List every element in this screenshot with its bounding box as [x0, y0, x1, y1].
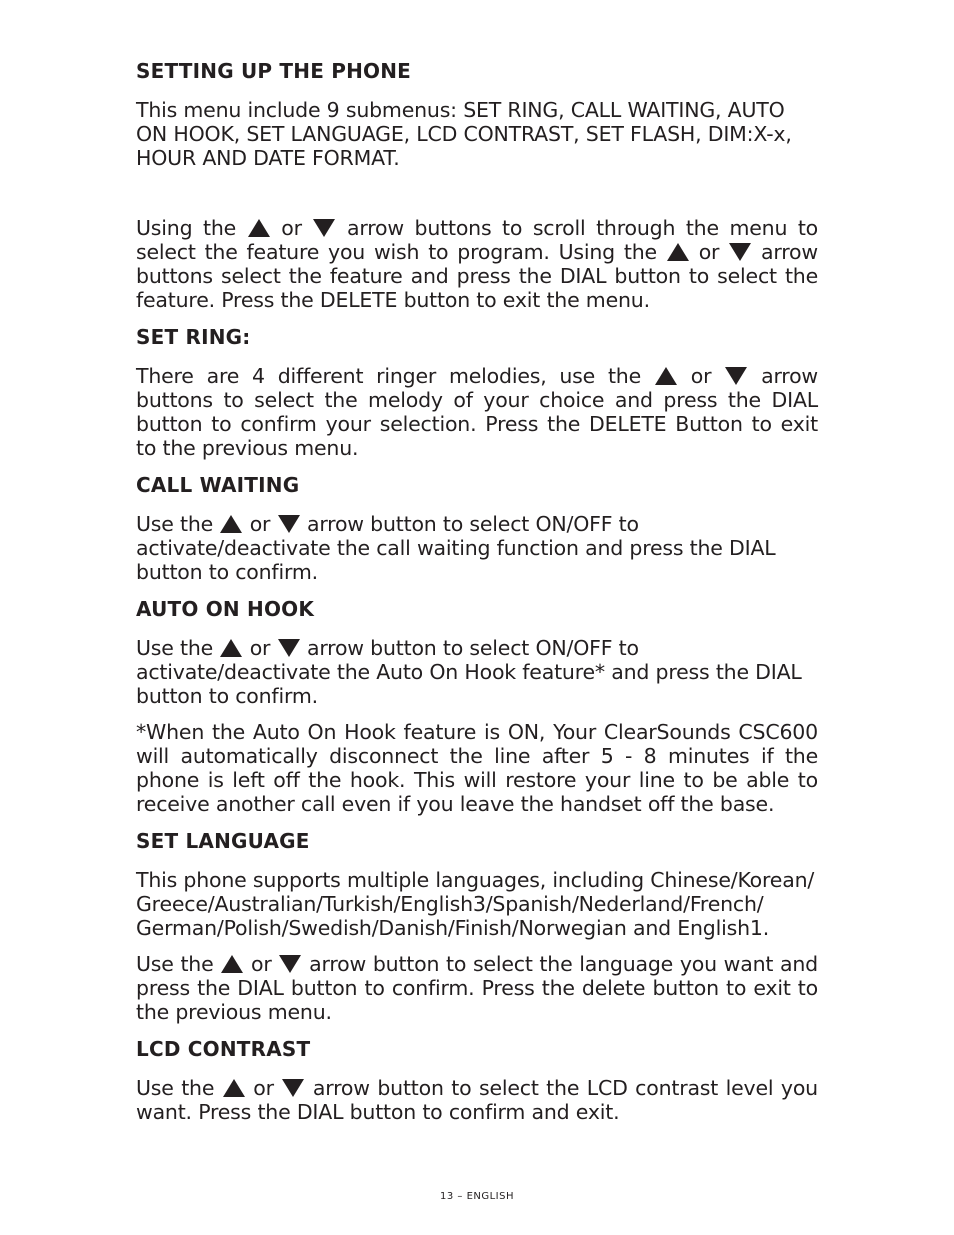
set-language-list: This phone supports multiple languages, including Chinese/Korean/ Greece/Australian/Turkish/English3/Spanish/Nederland/French/ German/Polish/Swedish/Danish/Finish/Norwegian and English1. — [136, 868, 815, 940]
down-arrow-icon — [313, 219, 335, 237]
down-arrow-icon — [278, 515, 300, 533]
up-arrow-icon — [655, 367, 677, 385]
lcd-contrast-paragraph: Use the or arrow button to select the LCD contrast level you want. Press the DIAL button to confirm and exit. — [136, 1076, 818, 1124]
auto-on-hook-note: *When the Auto On Hook feature is ON, Your ClearSounds CSC600 will automatically disconnect the line after 5 - 8 minutes if the phone is left off the hook. This will restore your line to be able to receive another call even if you leave the handset off the base. — [136, 720, 818, 816]
setup-navigation-paragraph: Using the or arrow buttons to scroll through the menu to select the feature you wish to program. Using the or arrow buttons select the feature and press the DIAL button to select the feature. Press the DELETE button to exit the menu. — [136, 216, 819, 312]
section-title-set-ring: SET RING: — [136, 325, 251, 349]
section-title-setting-up: SETTING UP THE PHONE — [136, 59, 412, 83]
setup-intro: This menu include 9 submenus: SET RING, CALL WAITING, AUTO ON HOOK, SET LANGUAGE, LCD CONTRAST, SET FLASH, DIM:X-x, HOUR AND DATE FORMAT. — [136, 98, 792, 170]
down-arrow-icon — [725, 367, 747, 385]
section-title-auto-on-hook: AUTO ON HOOK — [136, 597, 315, 621]
down-arrow-icon — [278, 639, 300, 657]
call-waiting-paragraph: Use the or arrow button to select ON/OFF to activate/deactivate the call waiting function and press the DIAL button to confirm. — [136, 512, 776, 584]
set-ring-paragraph: There are 4 different ringer melodies, use the or arrow buttons to select the melody of your choice and press the DIAL button to confirm your selection. Press the DELETE Button to exit to the previous menu. — [136, 364, 818, 460]
up-arrow-icon — [220, 639, 242, 657]
up-arrow-icon — [667, 243, 689, 261]
down-arrow-icon — [729, 243, 751, 261]
page-content — [136, 58, 818, 1136]
down-arrow-icon — [282, 1079, 304, 1097]
down-arrow-icon — [279, 955, 301, 973]
section-title-lcd-contrast: LCD CONTRAST — [136, 1037, 311, 1061]
up-arrow-icon — [223, 1079, 245, 1097]
auto-on-hook-paragraph: Use the or arrow button to select ON/OFF to activate/deactivate the Auto On Hook feature* and press the DIAL button to confirm. — [136, 636, 802, 708]
up-arrow-icon — [248, 219, 270, 237]
up-arrow-icon — [221, 955, 243, 973]
up-arrow-icon — [220, 515, 242, 533]
set-language-paragraph: Use the or arrow button to select the language you want and press the DIAL button to confirm. Press the delete button to exit to the previous menu. — [136, 952, 818, 1024]
section-title-set-language: SET LANGUAGE — [136, 829, 310, 853]
section-title-call-waiting: CALL WAITING — [136, 473, 300, 497]
page-footer: 13 – ENGLISH — [439, 1191, 515, 1202]
